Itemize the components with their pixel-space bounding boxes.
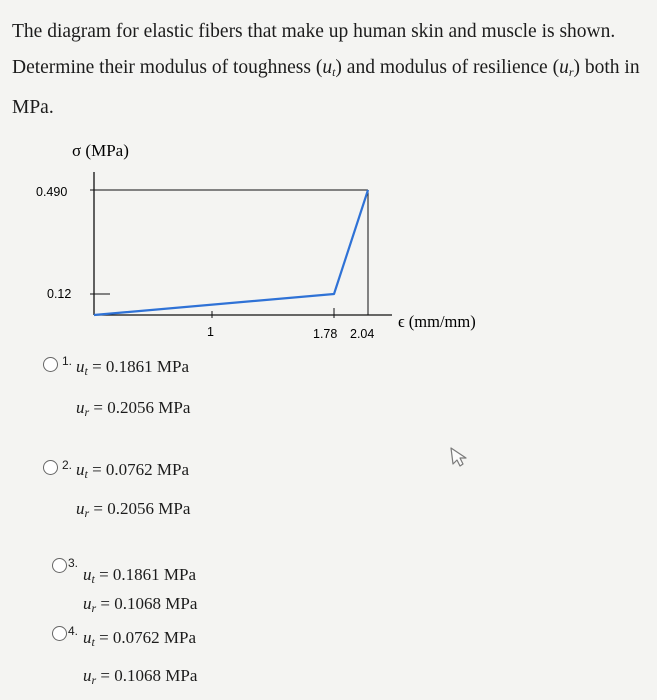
ut-symbol: u — [322, 57, 333, 78]
y-tick-label-0490: 0.490 — [36, 185, 68, 199]
option-4-number: 4. — [68, 624, 79, 638]
option-2-ur-value: = 0.2056 MPa — [93, 499, 191, 518]
ut-subscript: t — [332, 65, 336, 79]
ur-subscript: r — [84, 506, 90, 520]
stress-strain-curve — [94, 190, 368, 315]
option-4-ur — [83, 666, 197, 688]
ut-subscript: t — [91, 572, 95, 586]
x-tick-label-178: 1.78 — [313, 327, 338, 341]
ut-symbol: u — [76, 357, 85, 376]
x-tick-label-204: 2.04 — [350, 327, 375, 341]
option-2-ut-value: = 0.0762 MPa — [92, 460, 190, 479]
ur-symbol: u — [76, 398, 85, 417]
option-3-ur-value: = 0.1068 MPa — [100, 594, 198, 613]
ur-symbol: u — [76, 499, 85, 518]
ut-subscript: t — [84, 364, 88, 378]
ur-subscript: r — [91, 673, 97, 687]
option-2-ut — [76, 460, 189, 482]
option-1-ut-value: = 0.1861 MPa — [92, 357, 190, 376]
option-1-radio[interactable] — [43, 357, 58, 372]
option-4-radio[interactable] — [52, 626, 67, 641]
option-4-ur-value: = 0.1068 MPa — [100, 666, 198, 685]
y-tick-label-012: 0.12 — [47, 287, 72, 301]
y-axis-label: σ (MPa) — [72, 141, 129, 160]
ut-symbol: u — [76, 460, 85, 479]
option-1-ur-value: = 0.2056 MPa — [93, 398, 191, 417]
option-1-ur — [76, 398, 190, 420]
option-3-ut — [83, 565, 196, 587]
question-part: ) both in MPa. — [12, 57, 640, 118]
x-tick-label-1: 1 — [207, 325, 214, 339]
ur-subscript: r — [84, 405, 90, 419]
ur-subscript: r — [568, 65, 574, 79]
option-1-number: 1. — [62, 354, 73, 368]
option-2-radio[interactable] — [43, 460, 58, 475]
ut-subscript: t — [84, 467, 88, 481]
option-3-ur — [83, 594, 197, 616]
option-2-number: 2. — [62, 458, 73, 472]
option-3-ut-value: = 0.1861 MPa — [99, 565, 197, 584]
option-3-radio[interactable] — [52, 558, 67, 573]
option-4-ut — [83, 628, 196, 650]
ur-symbol: u — [559, 57, 569, 78]
ut-symbol: u — [83, 565, 92, 584]
ut-subscript: t — [91, 635, 95, 649]
ur-subscript: r — [91, 601, 97, 615]
option-1-ut — [76, 357, 189, 379]
question-part: The diagram for elastic fibers that make up human skin and muscle is shown. Determine their modulus of toughness ( — [12, 21, 616, 78]
mouse-pointer-icon — [449, 446, 469, 468]
option-2-ur — [76, 499, 190, 521]
ut-symbol: u — [83, 628, 92, 647]
ur-symbol: u — [83, 666, 92, 685]
option-4-ut-value: = 0.0762 MPa — [99, 628, 197, 647]
ur-symbol: u — [83, 594, 92, 613]
x-axis-label: ϵ (mm/mm) — [398, 312, 476, 331]
question-part: ) and modulus of resilience ( — [335, 57, 560, 78]
option-3-number: 3. — [68, 556, 79, 570]
